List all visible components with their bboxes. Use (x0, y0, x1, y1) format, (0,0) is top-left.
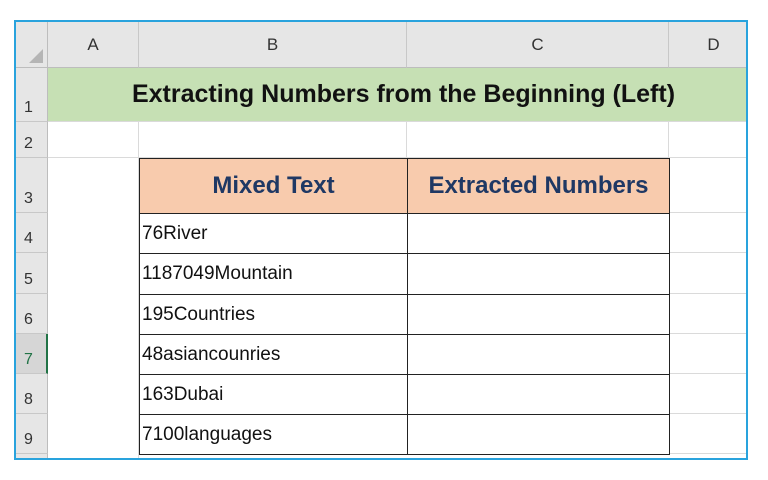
row-header-1[interactable]: 1 (16, 68, 48, 122)
cell-d4[interactable] (669, 213, 748, 253)
column-header-c[interactable]: C (407, 22, 669, 68)
mixed-text-cell[interactable]: 48asiancounries (139, 334, 408, 375)
extracted-number-cell[interactable] (407, 334, 670, 375)
mixed-text-cell[interactable]: 76River (139, 213, 408, 254)
cell-d8[interactable] (669, 374, 748, 414)
extracted-number-cell[interactable] (407, 213, 670, 254)
extracted-number-cell[interactable] (407, 294, 670, 335)
extracted-number-cell[interactable] (407, 374, 670, 415)
row-header-5[interactable]: 5 (16, 253, 48, 294)
row-header-6[interactable]: 6 (16, 294, 48, 334)
row-header-2[interactable]: 2 (16, 122, 48, 158)
row-header-7[interactable]: 7 (16, 334, 48, 374)
header-mixed-text[interactable]: Mixed Text (139, 158, 408, 214)
cell-d9[interactable] (669, 414, 748, 454)
extracted-number-cell[interactable] (407, 253, 670, 295)
column-header-a[interactable]: A (48, 22, 139, 68)
cell-d5[interactable] (669, 253, 748, 294)
cell-a2[interactable] (48, 122, 139, 158)
column-a-cells[interactable] (48, 158, 139, 460)
row-header-9[interactable]: 9 (16, 414, 48, 454)
select-all-button[interactable] (16, 22, 48, 68)
mixed-text-cell[interactable]: 1187049Mountain (139, 253, 408, 295)
cell-d2[interactable] (669, 122, 748, 158)
cell-d7[interactable] (669, 334, 748, 374)
spreadsheet (14, 20, 748, 460)
column-header-d[interactable]: D (669, 22, 748, 68)
cell-b2[interactable] (139, 122, 407, 158)
title-cell[interactable]: Extracting Numbers from the Beginning (Left) (48, 68, 748, 122)
row-header-4[interactable]: 4 (16, 213, 48, 253)
mixed-text-cell[interactable]: 195Countries (139, 294, 408, 335)
mixed-text-cell[interactable]: 163Dubai (139, 374, 408, 415)
cell-d6[interactable] (669, 294, 748, 334)
header-extracted-numbers[interactable]: Extracted Numbers (407, 158, 670, 214)
extracted-number-cell[interactable] (407, 414, 670, 455)
mixed-text-cell[interactable]: 7100languages (139, 414, 408, 455)
cell-d3[interactable] (669, 158, 748, 213)
cell-c2[interactable] (407, 122, 669, 158)
row-header-8[interactable]: 8 (16, 374, 48, 414)
column-header-b[interactable]: B (139, 22, 407, 68)
row-header-10[interactable] (16, 454, 48, 460)
row-header-3[interactable]: 3 (16, 158, 48, 213)
